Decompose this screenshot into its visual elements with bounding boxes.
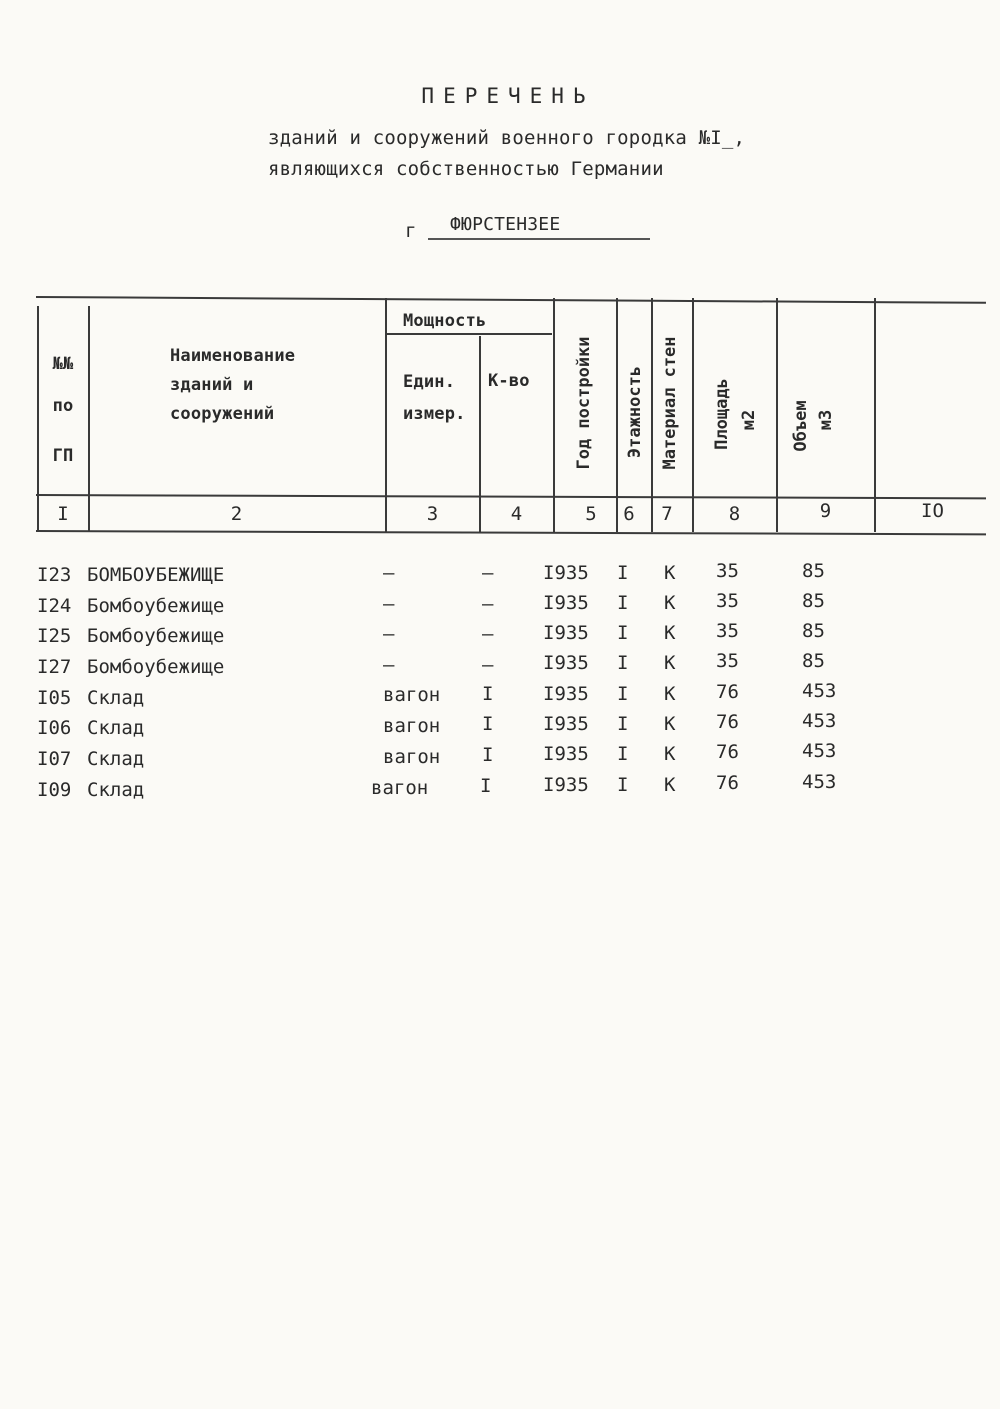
- col-divider-7: [692, 298, 694, 532]
- header-col9-line2: м3: [816, 409, 836, 431]
- colnum-10: IO: [921, 500, 944, 522]
- header-bottom-border: [36, 494, 986, 499]
- cell-unit: –: [383, 623, 395, 645]
- cell-name: Бомбоубежище: [87, 656, 225, 678]
- cell-volume: 85: [802, 620, 825, 642]
- colnum-1: I: [57, 503, 69, 525]
- cell-unit: вагон: [371, 777, 429, 799]
- cell-unit: вагон: [383, 684, 441, 706]
- cell-floors: I: [617, 774, 629, 796]
- cell-unit: –: [383, 654, 395, 676]
- colnum-4: 4: [510, 503, 523, 525]
- cell-year: I935: [543, 592, 589, 614]
- cell-material: К: [664, 562, 676, 584]
- cell-no: I09: [37, 779, 72, 801]
- power-group-divider: [386, 333, 552, 335]
- header-col2-line2: зданий и: [170, 375, 254, 395]
- cell-name: Склад: [87, 687, 145, 709]
- cell-qty: –: [482, 593, 494, 615]
- header-col2-line3: сооружений: [170, 404, 275, 424]
- cell-area: 76: [716, 772, 739, 794]
- cell-area: 76: [716, 681, 739, 703]
- cell-name: Склад: [87, 779, 145, 801]
- header-col7: Материал стен: [660, 336, 680, 470]
- cell-material: К: [664, 774, 676, 796]
- header-col8-line2: м2: [739, 409, 759, 431]
- cell-qty: –: [482, 654, 494, 676]
- col-divider-6: [651, 298, 653, 532]
- cell-qty: –: [482, 623, 494, 645]
- header-col1-line1: №№: [52, 354, 74, 374]
- cell-year: I935: [543, 652, 589, 674]
- cell-unit: вагон: [383, 746, 441, 768]
- cell-year: I935: [543, 562, 589, 584]
- col-divider-0: [37, 306, 39, 532]
- cell-unit: –: [383, 562, 395, 584]
- place-underline: [428, 238, 650, 240]
- cell-area: 35: [716, 650, 739, 672]
- cell-area: 76: [716, 741, 739, 763]
- cell-floors: I: [617, 622, 629, 644]
- cell-qty: I: [482, 713, 494, 735]
- col-divider-4: [553, 298, 555, 532]
- cell-no: I23: [37, 564, 72, 586]
- col-divider-1: [88, 306, 90, 532]
- cell-no: I25: [37, 625, 72, 647]
- cell-name: Бомбоубежище: [87, 595, 225, 617]
- colnum-9: 9: [819, 500, 832, 522]
- header-col6: Этажность: [625, 365, 645, 459]
- cell-area: 35: [716, 620, 739, 642]
- cell-material: К: [664, 592, 676, 614]
- header-col1-line2: по: [52, 396, 74, 416]
- cell-name: Склад: [87, 748, 145, 770]
- cell-name: Бомбоубежище: [87, 625, 225, 647]
- document-title: ПЕРЕЧЕНЬ: [421, 84, 595, 108]
- document-subtitle-line1: зданий и сооружений военного городка №I_,: [268, 127, 746, 149]
- cell-volume: 85: [802, 560, 825, 582]
- colnum-8: 8: [728, 503, 741, 525]
- cell-volume: 85: [802, 650, 825, 672]
- cell-year: I935: [543, 713, 589, 735]
- cell-material: К: [664, 683, 676, 705]
- cell-volume: 453: [802, 680, 837, 702]
- cell-floors: I: [617, 592, 629, 614]
- cell-name: Склад: [87, 717, 145, 739]
- header-col3-line1: Един.: [403, 372, 456, 392]
- cell-name: БОМБОУБЕЖИЩЕ: [87, 564, 225, 586]
- header-power-group: Мощность: [403, 311, 487, 331]
- header-col8-line1: Площадь: [712, 378, 732, 450]
- cell-year: I935: [543, 622, 589, 644]
- cell-area: 35: [716, 590, 739, 612]
- cell-qty: I: [482, 683, 494, 705]
- cell-volume: 453: [802, 710, 837, 732]
- place-value: ФЮРСТЕНЗЕЕ: [450, 214, 561, 235]
- document-subtitle-line2: являющихся собственностью Германии: [268, 158, 664, 180]
- header-col2-line1: Наименование: [170, 346, 296, 366]
- table-top-border: [36, 296, 986, 304]
- header-col3-line2: измер.: [403, 404, 466, 424]
- cell-year: I935: [543, 743, 589, 765]
- cell-qty: I: [482, 744, 494, 766]
- cell-floors: I: [617, 652, 629, 674]
- cell-year: I935: [543, 683, 589, 705]
- cell-material: К: [664, 713, 676, 735]
- cell-volume: 85: [802, 590, 825, 612]
- header-col1-line3: ГП: [52, 446, 74, 466]
- cell-area: 35: [716, 560, 739, 582]
- cell-floors: I: [617, 683, 629, 705]
- cell-volume: 453: [802, 771, 837, 793]
- col-divider-2: [385, 298, 387, 532]
- cell-volume: 453: [802, 740, 837, 762]
- header-col9-line1: Объем: [791, 400, 811, 452]
- cell-no: I24: [37, 595, 72, 617]
- cell-material: К: [664, 743, 676, 765]
- cell-qty: –: [482, 562, 494, 584]
- place-prefix: г: [405, 220, 417, 242]
- colnum-6: 6: [623, 503, 635, 525]
- colnum-5: 5: [585, 503, 597, 525]
- cell-no: I06: [37, 717, 72, 739]
- header-col4: К-во: [488, 371, 530, 391]
- colnum-3: 3: [426, 503, 439, 525]
- cell-floors: I: [617, 562, 629, 584]
- cell-material: К: [664, 622, 676, 644]
- cell-no: I07: [37, 748, 72, 770]
- col-divider-8: [776, 298, 778, 532]
- col-divider-9: [874, 298, 876, 532]
- cell-floors: I: [617, 743, 629, 765]
- cell-year: I935: [543, 774, 589, 796]
- col-divider-5: [616, 298, 618, 532]
- header-col5: Год постройки: [574, 336, 594, 470]
- colnum-7: 7: [661, 503, 673, 525]
- cell-unit: –: [383, 593, 395, 615]
- column-numbers-bottom-border: [36, 530, 986, 535]
- cell-area: 76: [716, 711, 739, 733]
- cell-unit: вагон: [383, 715, 441, 737]
- cell-no: I05: [37, 687, 72, 709]
- cell-material: К: [664, 652, 676, 674]
- colnum-2: 2: [230, 503, 243, 525]
- cell-no: I27: [37, 656, 72, 678]
- cell-floors: I: [617, 713, 629, 735]
- cell-qty: I: [480, 775, 492, 797]
